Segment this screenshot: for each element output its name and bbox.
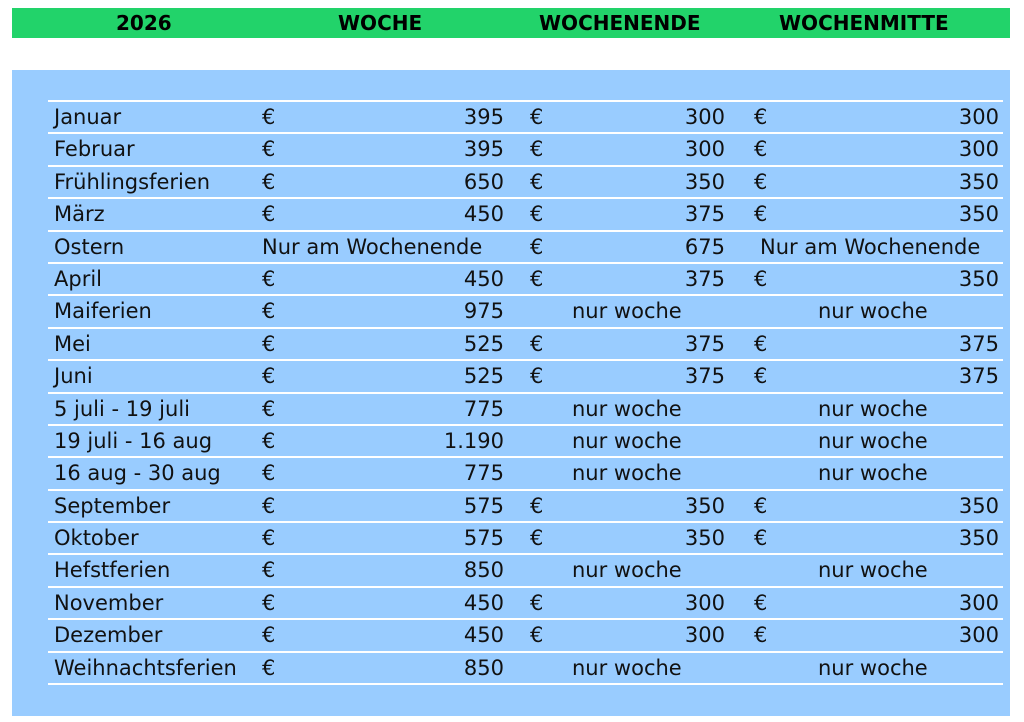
euro-sign: € <box>530 590 544 615</box>
wochenmitte-note: Nur am Wochenende <box>760 234 981 259</box>
table-row <box>48 294 1003 326</box>
row-label: April <box>54 266 102 291</box>
wochenende-note: nur woche <box>572 558 682 583</box>
row-label: 5 juli - 19 juli <box>54 396 190 421</box>
wochenmitte-price: 350 <box>958 169 999 194</box>
euro-sign: € <box>530 234 544 259</box>
table-row <box>48 392 1003 424</box>
price-table <box>48 100 1003 685</box>
woche-note: Nur am Wochenende <box>262 234 483 259</box>
row-label: März <box>54 202 105 227</box>
euro-sign: € <box>262 169 276 194</box>
table-row <box>48 618 1003 650</box>
euro-sign: € <box>262 526 276 551</box>
euro-sign: € <box>754 105 768 129</box>
euro-sign: € <box>754 202 768 227</box>
woche-price: 575 <box>463 526 504 551</box>
wochenmitte-price: 350 <box>958 526 999 551</box>
table-row <box>48 327 1003 359</box>
woche-price: 525 <box>463 331 504 356</box>
euro-sign: € <box>262 428 276 453</box>
wochenende-note: nur woche <box>572 396 682 421</box>
wochenmitte-price: 300 <box>958 590 999 615</box>
wochenmitte-price: 375 <box>958 331 999 356</box>
row-label: Januar <box>54 105 122 129</box>
wochenmitte-note: nur woche <box>818 299 928 324</box>
euro-sign: € <box>262 137 276 162</box>
table-row <box>48 553 1003 585</box>
row-label: Ostern <box>54 234 125 259</box>
wochenende-note: nur woche <box>572 428 682 453</box>
table-header-bar <box>12 8 1010 38</box>
row-label: Februar <box>54 137 135 162</box>
wochenmitte-price: 350 <box>958 493 999 518</box>
row-label: Mei <box>54 331 91 356</box>
row-label: Dezember <box>54 623 163 648</box>
wochenmitte-price: 375 <box>958 364 999 389</box>
table-row <box>48 230 1003 262</box>
euro-sign: € <box>530 105 544 129</box>
woche-price: 395 <box>463 105 504 129</box>
wochenende-price: 350 <box>684 493 725 518</box>
woche-price: 395 <box>463 137 504 162</box>
wochenmitte-price: 300 <box>958 105 999 129</box>
row-label: November <box>54 590 164 615</box>
table-row <box>48 651 1003 685</box>
wochenende-price: 375 <box>684 331 725 356</box>
euro-sign: € <box>262 105 276 129</box>
wochenende-note: nur woche <box>572 461 682 486</box>
woche-price: 450 <box>463 623 504 648</box>
wochenmitte-note: nur woche <box>818 558 928 583</box>
wochenmitte-note: nur woche <box>818 396 928 421</box>
table-row <box>48 165 1003 197</box>
wochenende-price: 375 <box>684 266 725 291</box>
woche-price: 575 <box>463 493 504 518</box>
table-row <box>48 456 1003 488</box>
row-label: Oktober <box>54 526 139 551</box>
wochenende-price: 300 <box>684 105 725 129</box>
woche-price: 450 <box>463 266 504 291</box>
header-wochenende: WOCHENENDE <box>539 11 701 35</box>
euro-sign: € <box>754 169 768 194</box>
woche-price: 450 <box>463 202 504 227</box>
wochenmitte-note: nur woche <box>818 428 928 453</box>
wochenende-price: 375 <box>684 202 725 227</box>
euro-sign: € <box>262 299 276 324</box>
euro-sign: € <box>754 331 768 356</box>
euro-sign: € <box>754 137 768 162</box>
table-row <box>48 489 1003 521</box>
euro-sign: € <box>530 493 544 518</box>
wochenende-price: 300 <box>684 590 725 615</box>
row-label: Weihnachtsferien <box>54 655 237 680</box>
euro-sign: € <box>530 266 544 291</box>
euro-sign: € <box>262 202 276 227</box>
euro-sign: € <box>530 331 544 356</box>
wochenmitte-price: 350 <box>958 266 999 291</box>
euro-sign: € <box>262 493 276 518</box>
euro-sign: € <box>754 364 768 389</box>
wochenende-note: nur woche <box>572 299 682 324</box>
euro-sign: € <box>262 331 276 356</box>
row-label: Juni <box>54 364 93 389</box>
euro-sign: € <box>262 590 276 615</box>
table-row <box>48 586 1003 618</box>
euro-sign: € <box>262 266 276 291</box>
wochenmitte-price: 350 <box>958 202 999 227</box>
row-label: 16 aug - 30 aug <box>54 461 221 486</box>
euro-sign: € <box>262 655 276 680</box>
table-row <box>48 132 1003 164</box>
euro-sign: € <box>530 202 544 227</box>
woche-price: 775 <box>463 461 504 486</box>
euro-sign: € <box>530 623 544 648</box>
row-label: 19 juli - 16 aug <box>54 428 213 453</box>
row-label: September <box>54 493 171 518</box>
woche-price: 1.190 <box>443 428 504 453</box>
euro-sign: € <box>530 169 544 194</box>
table-row <box>48 424 1003 456</box>
euro-sign: € <box>530 137 544 162</box>
euro-sign: € <box>754 493 768 518</box>
woche-price: 850 <box>463 655 504 680</box>
wochenende-price: 675 <box>684 234 725 259</box>
euro-sign: € <box>530 526 544 551</box>
wochenmitte-note: nur woche <box>818 655 928 680</box>
wochenmitte-note: nur woche <box>818 461 928 486</box>
header-wochenmitte: WOCHENMITTE <box>779 11 949 35</box>
wochenende-price: 350 <box>684 526 725 551</box>
wochenmitte-price: 300 <box>958 623 999 648</box>
euro-sign: € <box>262 461 276 486</box>
euro-sign: € <box>754 266 768 291</box>
row-label: Maiferien <box>54 299 152 324</box>
table-row <box>48 100 1003 132</box>
euro-sign: € <box>754 623 768 648</box>
row-label: Frühlingsferien <box>54 169 211 194</box>
euro-sign: € <box>262 558 276 583</box>
wochenende-price: 375 <box>684 364 725 389</box>
woche-price: 850 <box>463 558 504 583</box>
wochenmitte-price: 300 <box>958 137 999 162</box>
woche-price: 775 <box>463 396 504 421</box>
euro-sign: € <box>262 364 276 389</box>
euro-sign: € <box>754 526 768 551</box>
woche-price: 650 <box>463 169 504 194</box>
woche-price: 525 <box>463 364 504 389</box>
header-woche: WOCHE <box>338 11 423 35</box>
woche-price: 975 <box>463 299 504 324</box>
table-row <box>48 359 1003 391</box>
euro-sign: € <box>754 590 768 615</box>
wochenende-price: 300 <box>684 137 725 162</box>
header-year: 2026 <box>116 11 172 35</box>
euro-sign: € <box>262 396 276 421</box>
table-row <box>48 262 1003 294</box>
row-label: Hefstferien <box>54 558 171 583</box>
euro-sign: € <box>262 623 276 648</box>
table-row <box>48 197 1003 229</box>
wochenende-note: nur woche <box>572 655 682 680</box>
woche-price: 450 <box>463 590 504 615</box>
wochenende-price: 350 <box>684 169 725 194</box>
euro-sign: € <box>530 364 544 389</box>
wochenende-price: 300 <box>684 623 725 648</box>
table-row <box>48 521 1003 553</box>
